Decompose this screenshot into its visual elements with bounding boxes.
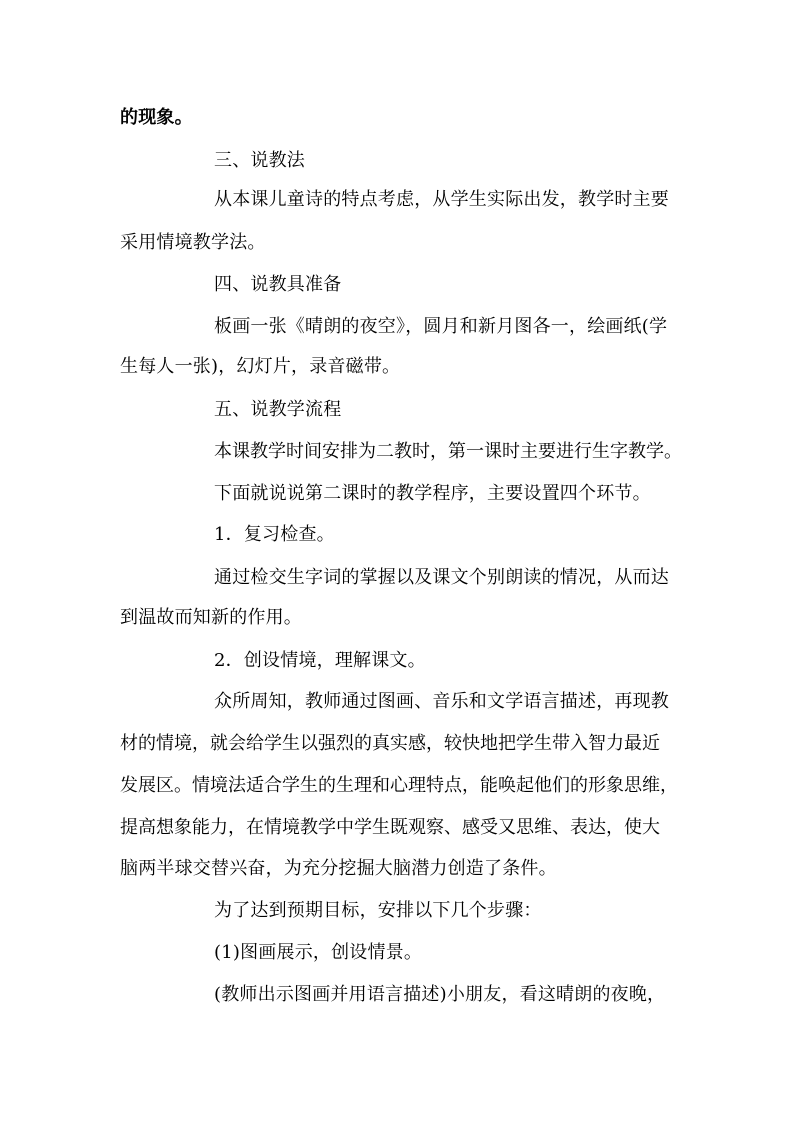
text-line: 的现象。 (120, 107, 193, 128)
text-line: 提高想象能力，在情境教学中学生既观察、感受又思维、表达，使大 (120, 817, 660, 838)
text-line: 脑两半球交替兴奋，为充分挖掘大脑潜力创造了条件。 (120, 858, 557, 879)
text-line: 发展区。情境法适合学生的生理和心理特点，能唤起他们的形象思维， (120, 775, 678, 796)
section-heading: 三、说教法 (214, 150, 305, 171)
list-item-heading: 2．创设情境，理解课文。 (214, 650, 426, 671)
text-line: 材的情境，就会给学生以强烈的真实感，较快地把学生带入智力最近 (120, 733, 660, 754)
text-line: 到温故而知新的作用。 (120, 607, 302, 628)
text-line: 采用情境教学法。 (120, 232, 266, 253)
section-heading: 四、说教具准备 (214, 274, 342, 295)
text-line: 为了达到预期目标，安排以下几个步骤： (214, 900, 542, 921)
text-line: 板画一张《晴朗的夜空》，圆月和新月图各一，绘画纸(学 (214, 316, 668, 337)
section-heading: 五、说教学流程 (214, 399, 342, 420)
text-line: 生每人一张)，幻灯片，录音磁带。 (120, 356, 401, 377)
text-line: 通过检交生字词的掌握以及课文个别朗读的情况，从而达 (214, 567, 669, 588)
text-line: 从本课儿童诗的特点考虑，从学生实际出发，教学时主要 (214, 189, 669, 210)
text-line: 本课教学时间安排为二教时，第一课时主要进行生字教学。 (214, 441, 682, 462)
list-item-heading: (1)图画展示，创设情景。 (214, 942, 423, 963)
text-line: (教师出示图画并用语言描述)小朋友，看这晴朗的夜晚， (214, 984, 666, 1005)
text-line: 众所周知，教师通过图画、音乐和文学语言描述，再现教 (214, 691, 669, 712)
text-line: 下面就说说第二课时的教学程序，主要设置四个环节。 (214, 483, 651, 504)
list-item-heading: 1．复习检查。 (214, 524, 335, 545)
